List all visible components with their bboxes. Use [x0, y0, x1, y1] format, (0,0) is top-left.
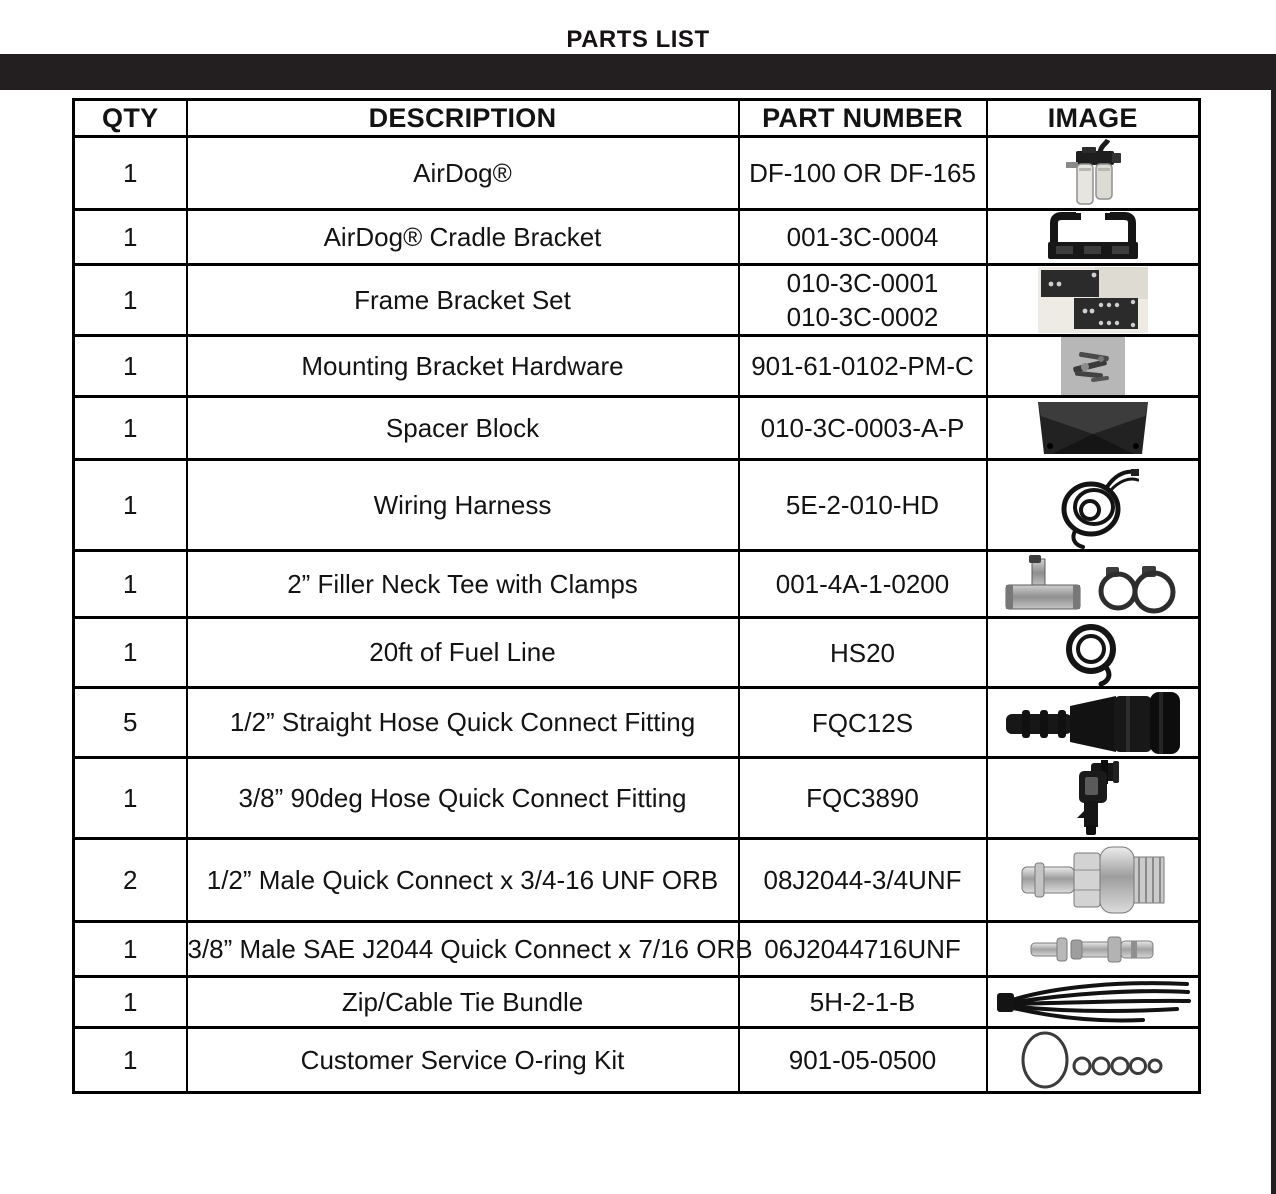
table-row: [74, 618, 1200, 688]
description-cell: AirDog® Cradle Bracket: [187, 210, 739, 265]
part-number-line: 5E-2-010-HD: [785, 490, 940, 520]
description-cell: Spacer Block: [187, 397, 739, 460]
image-cell: [987, 210, 1200, 265]
table-row: [74, 551, 1200, 618]
image-cell: [987, 977, 1200, 1028]
image-cell: [987, 922, 1200, 977]
table-header-row: [74, 100, 1200, 137]
qty-cell: 1: [74, 1028, 187, 1093]
qty-cell: 1: [74, 397, 187, 460]
table-row: [74, 137, 1200, 210]
table-row: [74, 397, 1200, 460]
table-row: [74, 922, 1200, 977]
image-cell: [987, 839, 1200, 922]
qty-cell: 1: [74, 758, 187, 839]
description-cell: 3/8” Male SAE J2044 Quick Connect x 7/16 ORB: [187, 922, 739, 977]
part-number-line: 010-3C-0002: [786, 302, 939, 332]
filler-neck-tee-image: [1002, 553, 1184, 615]
part-number-line: 08J2044-3/4UNF: [763, 865, 962, 895]
qty-cell: 1: [74, 977, 187, 1028]
part-number-line: 5H-2-1-B: [809, 987, 916, 1017]
image-cell: [987, 1028, 1200, 1093]
part-number-cell: [739, 210, 987, 265]
qty-cell: 1: [74, 265, 187, 336]
right-edge-strip: [1271, 54, 1276, 1194]
table-row: [74, 758, 1200, 839]
part-number-line: HS20: [829, 637, 896, 668]
part-number-line: FQC3890: [806, 783, 919, 813]
qty-cell: 1: [74, 137, 187, 210]
image-cell: [987, 551, 1200, 618]
part-number-cell: [739, 397, 987, 460]
part-number-cell: [739, 460, 987, 551]
qty-cell: 1: [74, 922, 187, 977]
part-number-cell: [739, 137, 987, 210]
description-cell: Frame Bracket Set: [187, 265, 739, 336]
qty-cell: 1: [74, 210, 187, 265]
frame-bracket-set-image: [1038, 267, 1148, 333]
parts-table: [72, 98, 1201, 1094]
description-cell: 1/2” Straight Hose Quick Connect Fitting: [187, 688, 739, 758]
part-number-cell: [739, 265, 987, 336]
qty-cell: 2: [74, 839, 187, 922]
qty-cell: 1: [74, 336, 187, 397]
part-number-line: 901-05-0500: [788, 1045, 937, 1075]
table-row: [74, 460, 1200, 551]
description-cell: 2” Filler Neck Tee with Clamps: [187, 551, 739, 618]
o-ring-kit-image: [1018, 1029, 1168, 1091]
image-cell: [987, 336, 1200, 397]
image-cell: [987, 397, 1200, 460]
part-number-line: DF-100 OR DF-165: [749, 158, 976, 188]
table-row: [74, 265, 1200, 336]
part-number-line: 901-61-0102-PM-C: [751, 351, 974, 381]
image-cell: [987, 137, 1200, 210]
part-number-cell: [739, 336, 987, 397]
zip-tie-bundle-image: [995, 978, 1191, 1026]
part-number-cell: [739, 688, 987, 758]
cradle-bracket-image: [1046, 211, 1140, 263]
image-column-header: IMAGE: [987, 100, 1200, 137]
table-row: [74, 210, 1200, 265]
part-number-line: 001-3C-0004: [786, 222, 939, 252]
table-row: [74, 839, 1200, 922]
spacer-block-image: [1032, 398, 1154, 458]
qty-cell: 1: [74, 618, 187, 688]
part-number-cell: [739, 1028, 987, 1093]
part-number-cell: [739, 618, 987, 688]
image-cell: [987, 460, 1200, 551]
table-row: [74, 977, 1200, 1028]
mounting-bracket-hardware-image: [1061, 337, 1125, 395]
description-cell: Mounting Bracket Hardware: [187, 336, 739, 397]
elbow-quick-connect-fitting-image: [1063, 759, 1123, 837]
description-cell: 3/8” 90deg Hose Quick Connect Fitting: [187, 758, 739, 839]
page-title: PARTS LIST: [566, 26, 710, 53]
table-row: [74, 688, 1200, 758]
straight-quick-connect-fitting-image: [1004, 690, 1182, 756]
airdog-fuel-pump-image: [1056, 138, 1130, 208]
description-column-header: DESCRIPTION: [187, 100, 739, 137]
qty-cell: 1: [74, 551, 187, 618]
table-row: [74, 1028, 1200, 1093]
part-number-line: 010-3C-0001: [786, 268, 939, 298]
part-number-cell: [739, 551, 987, 618]
qty-cell: 1: [74, 460, 187, 551]
part-number-cell: [739, 977, 987, 1028]
parts-table-body: [74, 137, 1200, 1093]
part-number-cell: [739, 758, 987, 839]
image-cell: [987, 688, 1200, 758]
image-cell: [987, 618, 1200, 688]
part-number-line: 001-4A-1-0200: [775, 569, 950, 599]
image-cell: [987, 758, 1200, 839]
male-quick-connect-orb-image: [1019, 840, 1167, 920]
description-cell: Zip/Cable Tie Bundle: [187, 977, 739, 1028]
description-cell: Wiring Harness: [187, 460, 739, 551]
qty-cell: 5: [74, 688, 187, 758]
description-cell: 1/2” Male Quick Connect x 3/4-16 UNF ORB: [187, 839, 739, 922]
description-cell: AirDog®: [187, 137, 739, 210]
male-sae-quick-connect-image: [1029, 929, 1157, 969]
description-cell: 20ft of Fuel Line: [187, 618, 739, 688]
description-cell: Customer Service O-ring Kit: [187, 1028, 739, 1093]
table-row: [74, 336, 1200, 397]
qty-column-header: QTY: [74, 100, 187, 137]
part-number-line: 06J2044716UNF: [764, 934, 961, 964]
fuel-line-coil-image: [1062, 620, 1124, 686]
wiring-harness-image: [1047, 461, 1139, 549]
part-number-cell: [739, 839, 987, 922]
part-number-line: FQC12S: [811, 707, 914, 738]
part-number-cell: [739, 922, 987, 977]
image-cell: [987, 265, 1200, 336]
header-divider-bar: [0, 54, 1276, 90]
part-number-column-header: PART NUMBER: [739, 100, 987, 137]
part-number-line: 010-3C-0003-A-P: [760, 413, 965, 443]
